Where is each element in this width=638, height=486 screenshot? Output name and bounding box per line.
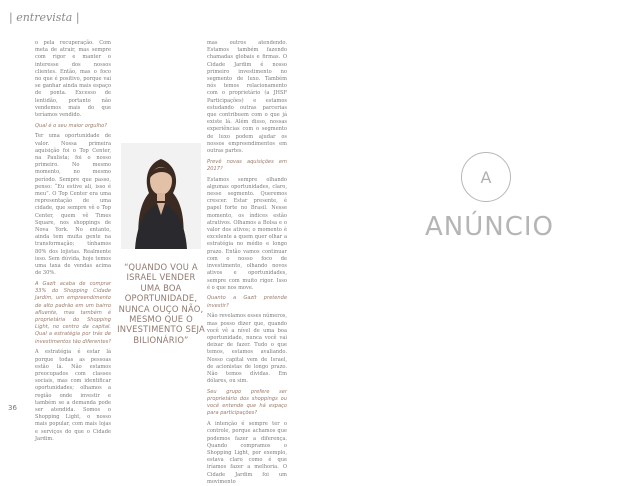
- article-column-right: [207, 40, 287, 485]
- paragraph: Não revelamos esses números, mas posso dizer que, quando você vê a nível de uma boa oportunidade, nunca você vai deixar de fazer. Tudo o que temos, estamos avaliando. Nosso capital vem de Israel, de acionistas de longo prazo. Não temos dívidas. Em dólares, ou sim.: [207, 313, 287, 385]
- article-column-left: [35, 40, 111, 442]
- ad-placeholder-label: ANÚNCIO: [425, 212, 555, 242]
- interview-question: Prevê novas aquisições em 2017?: [207, 158, 287, 172]
- ad-letter: A: [480, 167, 492, 187]
- paragraph: Estamos sempre olhando algumas oportunidades, claro, nesse segmento. Queremos crescer. Estar presente, é papel forte no Brasil. Nesse momento, os índices estão atrativos. Olhamos a Bolsa e o valor dos ativos; o momento é excelente a quem quer olhar a estratégia no médio e longo prazo. Então vamos continuar com o nosso foco de investimento, olhando novos ativos e oportunidades, sempre com muito rigor. Isso é o que nos move.: [207, 176, 287, 291]
- ad-letter-circle: [461, 152, 511, 202]
- interview-question: Quanto a Gazit pretende investir?: [207, 295, 287, 309]
- page-number: 36: [8, 404, 17, 412]
- portrait-photo: [121, 143, 201, 249]
- portrait-illustration: [121, 143, 201, 249]
- paragraph: mas outros atendendo. Estamos também fazendo chamadas globais e firmas. O Cidade Jardim é nosso primeiro investimento no segmento de luxo. Também nós temos relacionamento com o proprietário (a JHSF Participações) e estamos estudando outras parcerias que contribuem com o que já existe lá. Além disso, nossas experiências com o segmento de luxo podem ajudar os nossos empreendimentos em outras partes.: [207, 40, 287, 155]
- paragraph: A intenção é sempre ter o controle, porque achamos que podemos fazer a diferença. Quando compramos o Shopping Light, por exemplo, estava claro como é que iríamos fazer a melhoria. O Cidade Jardim foi um movimento: [207, 421, 287, 485]
- interview-question: Qual é o seu maior orgulho?: [35, 122, 107, 129]
- paragraph: Ter uma oportunidade de valor. Nossa primeira aquisição foi o Top Center, na Paulista; foi o nosso primeiro. No mesmo momento, no mesmo período. Sempre que passo, penso: “Eu estive ali, isso é meu”. O Top Center era uma representação de uma cidade, que sempre vê o Top Center, quem vê Times Square, nos shoppings de Nova York. No entanto, ainda tem muita gente na transformação; tínhamos 80% dos lojistas. Realmente isso. Sem dúvida, hoje temos uma taxa de vendas acima de 30%.: [35, 133, 111, 277]
- section-tag: | entrevista |: [9, 11, 80, 24]
- paragraph: o pela recuperação. Com meta de atrair, mas sempre com rigor e manter o interesse dos nossos clientes. Então, mas o foco no que é positivo, porque vai se ganhar ainda mais espaço de ponta. Excesso de lentidão, portanto não vendemos mais do que teríamos vendido.: [35, 40, 111, 119]
- interview-question: Seu grupo prefere ser proprietário dos shoppings ou você entende que há espaço para participações?: [207, 388, 287, 417]
- paragraph: A estratégia é estar lá porque todas as pessoas estão lá. Não estamos preocupados com classes sociais, mas com identificar oportunidades; olhamos a região onde investir e também se a demanda pode ser atendida. Somos o Shopping Light, o nosso mais popular, com mais lojas e serviços do que o Cidade Jardim.: [35, 349, 111, 442]
- interview-question: A Gazit acaba de comprar 33% do Shopping Cidade Jardim, um empreendimento de alto padrão em um bairro afluente, mas também é proprietária do Shopping Light, no centro da capital. Qual a estratégia por trás de investimentos tão diferentes?: [35, 281, 111, 345]
- pull-quote: “QUANDO VOU A ISRAEL VENDER UMA BOA OPORTUNIDADE, NUNCA OUÇO NÃO, MESMO QUE O INVESTIMENTO SEJA BILIONÁRIO”: [117, 262, 205, 345]
